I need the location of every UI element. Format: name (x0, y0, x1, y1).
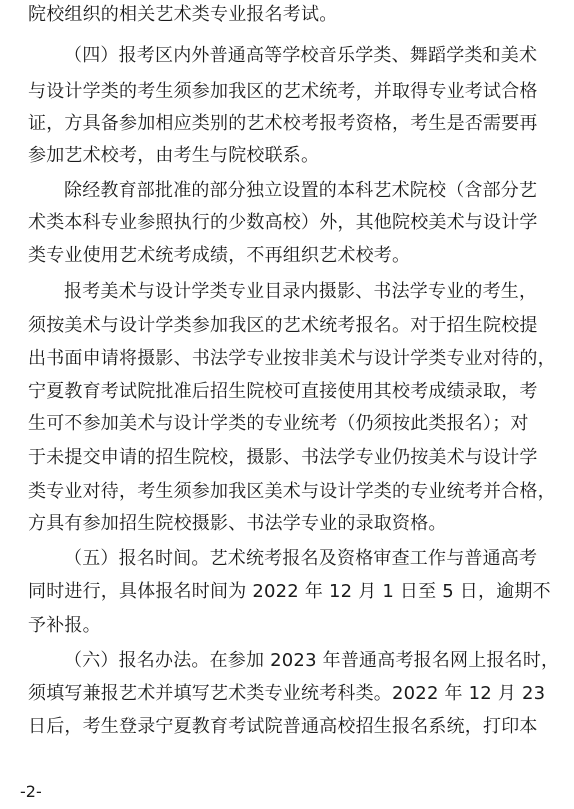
text-line-10: 须按美术与设计学类参加我区的艺术统考报名。对于招生院校提 (28, 315, 538, 336)
text-line-20: （六）报名办法。在参加 2023 年普通高考报名网上报名时， (64, 650, 560, 671)
text-line-18: 同时进行，具体报名时间为 2022 年 12 月 1 日至 5 日，逾期不 (28, 581, 551, 602)
text-line-15: 类专业对待，考生须参加我区美术与设计学类的专业统考并合格， (28, 481, 556, 502)
text-line-1: 院校组织的相关艺术类专业报名考试。 (28, 4, 338, 25)
text-line-22: 日后，考生登录宁夏教育考试院普通高校招生报名系统，打印本 (28, 716, 538, 737)
text-line-13: 生可不参加美术与设计学类的专业统考（仍须按此类报名）；对 (28, 413, 529, 434)
text-line-21: 须填写兼报艺术并填写艺术类专业统考科类。2022 年 12 月 23 (28, 683, 546, 704)
text-line-9: 报考美术与设计学类专业目录内摄影、书法学专业的考生， (64, 281, 538, 302)
text-line-3: 与设计学类的考生须参加我区的艺术统考，并取得专业考试合格 (28, 81, 538, 102)
text-line-14: 于未提交申请的招生院校，摄影、书法学专业仍按美术与设计学 (28, 447, 538, 468)
text-line-4: 证，方具备参加相应类别的艺术校考报考资格，考生是否需要再 (28, 113, 538, 134)
text-line-17: （五）报名时间。艺术统考报名及资格审查工作与普通高考 (64, 548, 538, 569)
text-line-7: 术类本科专业参照执行的少数高校）外，其他院校美术与设计学 (28, 212, 538, 233)
text-line-11: 出书面申请将摄影、书法学专业按非美术与设计学类专业对待的， (28, 348, 556, 369)
text-line-12: 宁夏教育考试院批准后招生院校可直接使用其校考成绩录取，考 (28, 381, 538, 402)
text-line-19: 予补报。 (28, 615, 101, 636)
text-line-16: 方具有参加招生院校摄影、书法学专业的录取资格。 (28, 513, 447, 534)
text-line-6: 除经教育部批准的部分独立设置的本科艺术院校（含部分艺 (64, 180, 538, 201)
text-line-8: 类专业使用艺术统考成绩，不再组织艺术校考。 (28, 245, 411, 266)
text-line-2: （四）报考区内外普通高等学校音乐学类、舞蹈学类和美术 (64, 45, 538, 66)
text-line-5: 参加艺术校考，由考生与院校联系。 (28, 145, 320, 166)
page-number: -2- (20, 782, 42, 801)
